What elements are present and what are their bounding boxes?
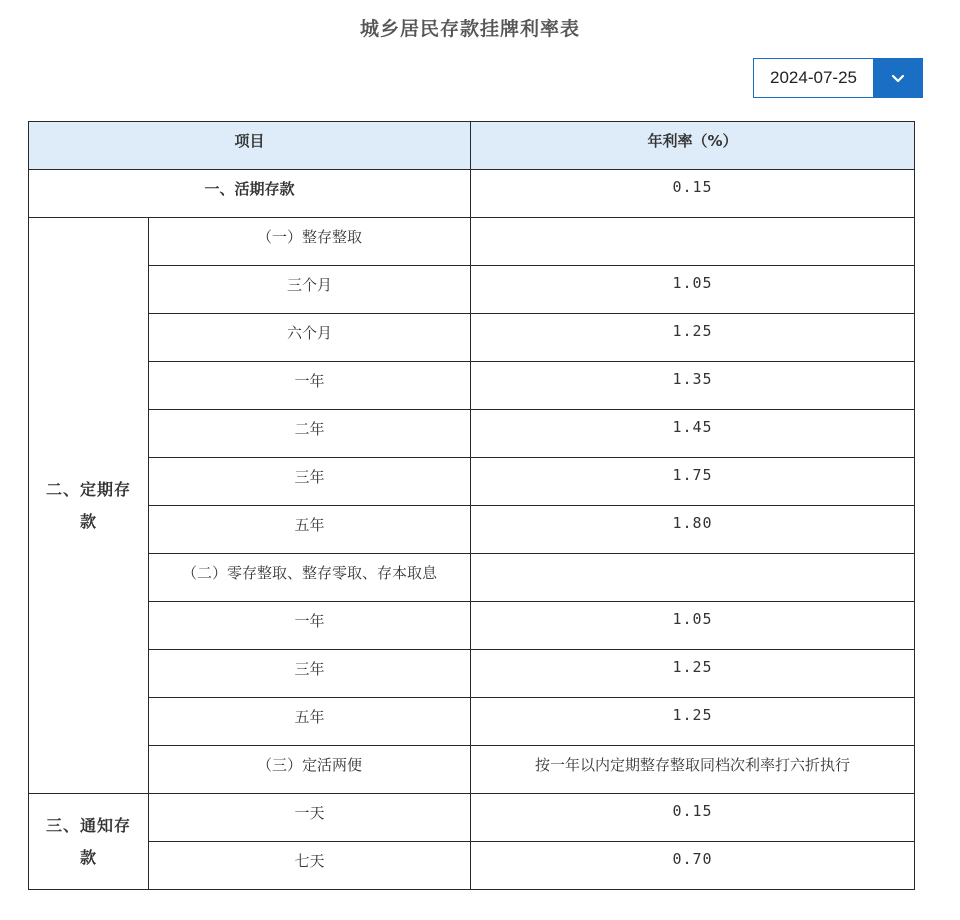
table-row xyxy=(29,218,915,266)
time-deposit-label: 二、定期存款 xyxy=(29,218,149,794)
term-label: 一天 xyxy=(149,794,471,842)
table-row xyxy=(29,842,915,890)
section-label: （三）定活两便 xyxy=(149,746,471,794)
term-label: 三年 xyxy=(149,458,471,506)
table-row xyxy=(29,650,915,698)
table-row xyxy=(29,794,915,842)
table-row xyxy=(29,698,915,746)
chevron-down-icon xyxy=(891,74,905,83)
term-rate: 1.25 xyxy=(471,314,915,362)
section-label: （一）整存整取 xyxy=(149,218,471,266)
section-note: 按一年以内定期整存整取同档次利率打六折执行 xyxy=(471,746,915,794)
demand-deposit-rate: 0.15 xyxy=(471,170,915,218)
table-row xyxy=(29,266,915,314)
header-item: 项目 xyxy=(29,122,471,170)
notice-deposit-label: 三、通知存款 xyxy=(29,794,149,890)
term-label: 一年 xyxy=(149,362,471,410)
date-select-toggle[interactable] xyxy=(873,59,922,97)
term-rate: 0.70 xyxy=(471,842,915,890)
section-rate-empty xyxy=(471,554,915,602)
table-row xyxy=(29,602,915,650)
term-label: 三年 xyxy=(149,650,471,698)
table-row xyxy=(29,170,915,218)
term-rate: 1.75 xyxy=(471,458,915,506)
table-row xyxy=(29,746,915,794)
term-label: 三个月 xyxy=(149,266,471,314)
date-select-value[interactable]: 2024-07-25 xyxy=(770,68,857,87)
table-row xyxy=(29,458,915,506)
table-row xyxy=(29,554,915,602)
table-row xyxy=(29,362,915,410)
term-label: 五年 xyxy=(149,506,471,554)
term-rate: 1.25 xyxy=(471,650,915,698)
term-rate: 1.80 xyxy=(471,506,915,554)
term-rate: 0.15 xyxy=(471,794,915,842)
term-label: 七天 xyxy=(149,842,471,890)
section-rate-empty xyxy=(471,218,915,266)
demand-deposit-label: 一、活期存款 xyxy=(29,170,471,218)
page-title: 城乡居民存款挂牌利率表 xyxy=(359,18,580,40)
term-rate: 1.45 xyxy=(471,410,915,458)
table-header-row xyxy=(29,122,915,170)
date-select[interactable] xyxy=(753,58,923,98)
term-label: 一年 xyxy=(149,602,471,650)
table-row xyxy=(29,410,915,458)
term-rate: 1.25 xyxy=(471,698,915,746)
table-row xyxy=(29,506,915,554)
term-label: 五年 xyxy=(149,698,471,746)
term-rate: 1.35 xyxy=(471,362,915,410)
rate-table xyxy=(28,121,915,890)
header-rate: 年利率（%） xyxy=(471,122,915,170)
table-row xyxy=(29,314,915,362)
section-label: （二）零存整取、整存零取、存本取息 xyxy=(149,554,471,602)
term-label: 六个月 xyxy=(149,314,471,362)
term-rate: 1.05 xyxy=(471,602,915,650)
term-rate: 1.05 xyxy=(471,266,915,314)
term-label: 二年 xyxy=(149,410,471,458)
